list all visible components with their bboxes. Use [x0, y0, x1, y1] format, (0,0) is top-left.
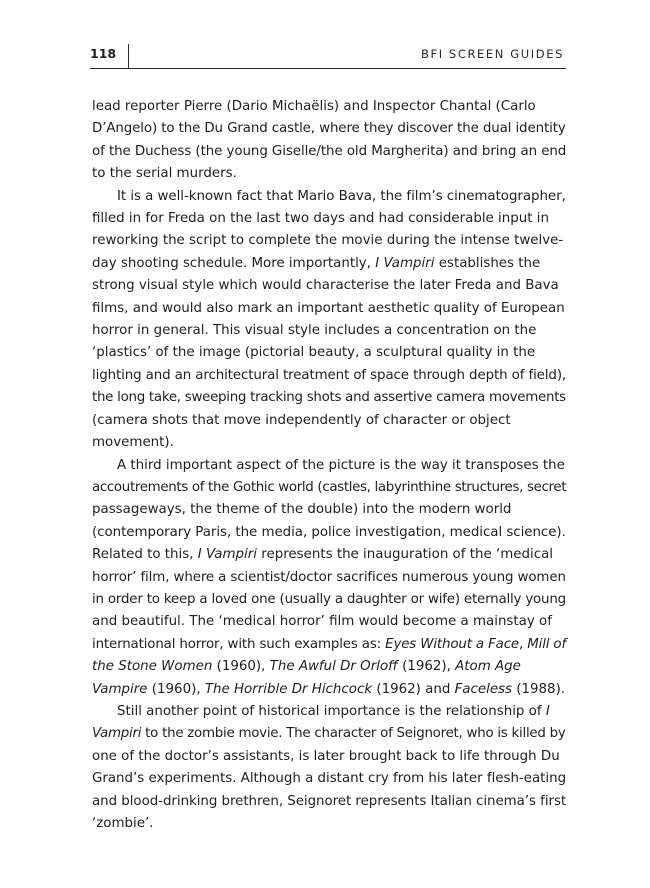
italic-title: Vampiri: [92, 726, 142, 742]
text-line: [92, 746, 566, 768]
page-number: 118: [90, 44, 129, 68]
page-header: [90, 44, 566, 69]
running-head: BFI SCREEN GUIDES: [420, 47, 564, 61]
text-line: [92, 118, 566, 140]
text-line: [92, 410, 566, 432]
text-segment: to the serial murders.: [92, 166, 237, 182]
italic-title: Vampire: [92, 681, 148, 697]
text-line: [92, 320, 566, 342]
text-segment: the long take, sweeping tracking shots and assertive camera movements: [92, 390, 566, 406]
text-segment: ‘zombie’.: [92, 816, 154, 831]
text-segment: Still another point of historical importance is the relationship of: [117, 703, 546, 719]
text-line: [92, 298, 566, 320]
text-segment: It is a well-known fact that Mario Bava, the film’s cinematographer,: [117, 188, 566, 204]
text-line: [92, 791, 566, 813]
text-line: [92, 230, 566, 252]
text-segment: one of the doctor’s assistants, is later brought back to life through Du: [92, 748, 560, 764]
text-segment: (1988).: [512, 681, 566, 697]
text-segment: (1962) and: [372, 681, 455, 697]
text-segment: Related to this,: [92, 547, 198, 563]
text-line: [92, 634, 566, 656]
text-line: [92, 365, 566, 387]
text-segment: (1962),: [397, 659, 456, 675]
text-segment: lighting and an architectural treatment of space through depth of field),: [92, 367, 567, 383]
italic-title: Mill of: [527, 636, 567, 652]
text-segment: establishes the: [434, 255, 541, 271]
text-segment: in order to keep a loved one (usually a daughter or wife) eternally young: [92, 591, 566, 607]
text-segment: to the zombie movie. The character of Seignoret, who is killed by: [141, 726, 566, 742]
text-line: [92, 544, 566, 566]
text-segment: (1960),: [147, 681, 205, 697]
text-segment: (1960),: [212, 659, 270, 675]
text-line: [92, 186, 566, 208]
text-line: [92, 522, 566, 544]
text-segment: movement).: [92, 435, 174, 451]
text-line: [92, 567, 566, 589]
italic-title: I Vampiri: [197, 547, 257, 563]
italic-title: the Stone Women: [92, 659, 213, 675]
text-line: [92, 208, 566, 230]
text-segment: accoutrements of the Gothic world (castles, labyrinthine structures, secret: [92, 479, 567, 495]
text-line: [92, 275, 566, 297]
text-segment: D’Angelo) to the Du Grand castle, where they discover the dual identity: [92, 121, 566, 137]
text-line: [92, 679, 566, 701]
body-text: [92, 96, 566, 835]
text-segment: ‘plastics’ of the image (pictorial beauty, a sculptural quality in the: [92, 345, 536, 361]
italic-title: I: [545, 703, 550, 719]
text-segment: (contemporary Paris, the media, police investigation, medical science).: [92, 524, 566, 540]
text-line: [92, 342, 566, 364]
italic-title: Atom Age: [455, 659, 521, 675]
text-line: [92, 432, 566, 454]
text-line: [92, 656, 566, 678]
text-segment: filled in for Freda on the last two days and had considerable input in: [92, 211, 549, 227]
text-line: [92, 701, 566, 723]
text-segment: horror in general. This visual style includes a concentration on the: [92, 323, 537, 339]
text-segment: day shooting schedule. More importantly,: [92, 255, 376, 271]
text-segment: Grand’s experiments. Although a distant cry from his later flesh-eating: [92, 771, 567, 787]
text-line: [92, 163, 566, 185]
text-line: [92, 253, 566, 275]
text-segment: strong visual style which would characterise the later Freda and Bava: [92, 278, 559, 294]
text-line: [92, 768, 566, 790]
text-segment: reworking the script to complete the movie during the intense twelve-: [92, 233, 564, 249]
text-segment: and beautiful. The ‘medical horror’ film would become a mainstay of: [92, 614, 552, 630]
text-line: [92, 477, 566, 499]
text-line: [92, 455, 566, 477]
text-line: [92, 499, 566, 521]
text-segment: horror’ film, where a scientist/doctor sacrifices numerous young women: [92, 569, 566, 585]
text-segment: and blood-drinking brethren, Seignoret represents Italian cinema’s first: [92, 793, 567, 809]
text-segment: of the Duchess (the young Giselle/the old Margherita) and bring an end: [92, 143, 567, 159]
text-line: [92, 723, 566, 745]
text-line: [92, 611, 566, 633]
italic-title: I Vampiri: [375, 255, 435, 271]
text-line: [92, 589, 566, 611]
italic-title: The Awful Dr Orloff: [269, 659, 398, 675]
text-line: [92, 141, 566, 163]
text-line: [92, 96, 566, 118]
text-segment: A third important aspect of the picture is the way it transposes the: [117, 457, 565, 473]
text-line: [92, 387, 566, 409]
text-segment: (camera shots that move independently of character or object: [92, 412, 511, 428]
text-segment: international horror, with such examples as:: [92, 636, 386, 652]
italic-title: The Horrible Dr Hichcock: [204, 681, 373, 697]
italic-title: Eyes Without a Face: [385, 636, 519, 652]
text-segment: represents the inauguration of the ‘medical: [256, 547, 554, 563]
text-segment: films, and would also mark an important aesthetic quality of European: [92, 300, 565, 316]
italic-title: Faceless: [454, 681, 513, 697]
text-segment: passageways, the theme of the double) into the modern world: [92, 502, 512, 518]
text-line: [92, 813, 566, 835]
text-segment: lead reporter Pierre (Dario Michaëlis) and Inspector Chantal (Carlo: [92, 99, 536, 114]
text-segment: ,: [519, 636, 528, 652]
